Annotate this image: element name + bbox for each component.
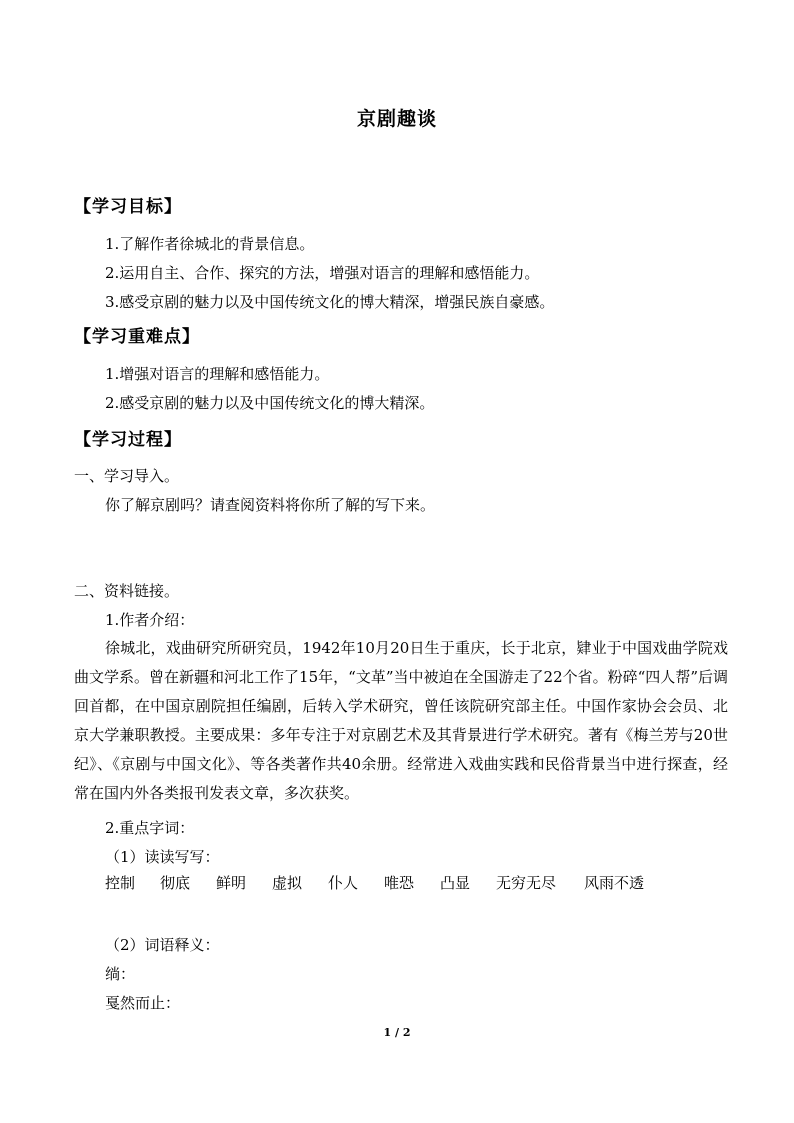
vocab-word: 彻底 [160, 874, 191, 892]
key-point-item-1: 1.增强对语言的理解和感悟能力。 [105, 365, 330, 383]
key-point-item-2: 2.感受京剧的魅力以及中国传统文化的博大精深。 [105, 394, 435, 412]
vocab-word: 凸显 [440, 874, 471, 892]
process-heading: 【学习过程】 [74, 430, 182, 450]
part1-prompt: 你了解京剧吗？请查阅资料将你所了解的写下来。 [105, 496, 436, 514]
vocab-word: 唯恐 [384, 874, 415, 892]
vocab-word: 仆人 [328, 874, 359, 892]
words-label: 2.重点字词： [105, 819, 195, 837]
page-number: 1 / 2 [383, 1026, 411, 1039]
definition-item-1: 绱： [105, 965, 136, 983]
vocab-word: 虚拟 [272, 874, 303, 892]
author-label: 1.作者介绍： [105, 611, 195, 629]
vocab-word: 鲜明 [216, 874, 247, 892]
vocab-word: 控制 [105, 874, 136, 892]
definition-item-2: 戛然而止： [105, 994, 181, 1012]
key-points-heading: 【学习重难点】 [74, 327, 200, 347]
objective-item-3: 3.感受京剧的魅力以及中国传统文化的博大精深，增强民族自豪感。 [105, 293, 555, 311]
definitions-label: （2）词语释义： [105, 936, 220, 954]
vocab-word: 风雨不透 [584, 874, 645, 892]
objective-item-1: 1.了解作者徐城北的背景信息。 [105, 235, 315, 253]
author-bio-paragraph: 徐城北，戏曲研究所研究员，1942年10月20日生于重庆，长于北京，肄业于中国戏曲学院戏曲文学系。曾在新疆和河北工作了15年，“文革”当中被迫在全国游走了22个省。粉碎“四人帮”后调回首都，在中国京剧院担任编剧，后转入学术研究，曾任该院研究部主任。中国作家协会会员、北京大学兼职教授。主要成果：多年专注于对京剧艺术及其背景进行学术研究。著有《梅兰芳与20世纪》、《京剧与中国文化》、等各类著作共40余册。经常进入戏曲实践和民俗背景当中进行探查，经常在国内外各类报刊发表文章，多次获奖。 [74, 639, 728, 802]
part1-title: 一、学习导入。 [74, 467, 180, 485]
objectives-heading: 【学习目标】 [74, 197, 182, 217]
page-title: 京剧趣谈 [356, 108, 437, 130]
vocab-word: 无穷无尽 [496, 874, 557, 892]
read-write-label: （1）读读写写： [105, 848, 220, 866]
objective-item-2: 2.运用自主、合作、探究的方法，增强对语言的理解和感悟能力。 [105, 264, 540, 282]
part2-title: 二、资料链接。 [74, 582, 180, 600]
